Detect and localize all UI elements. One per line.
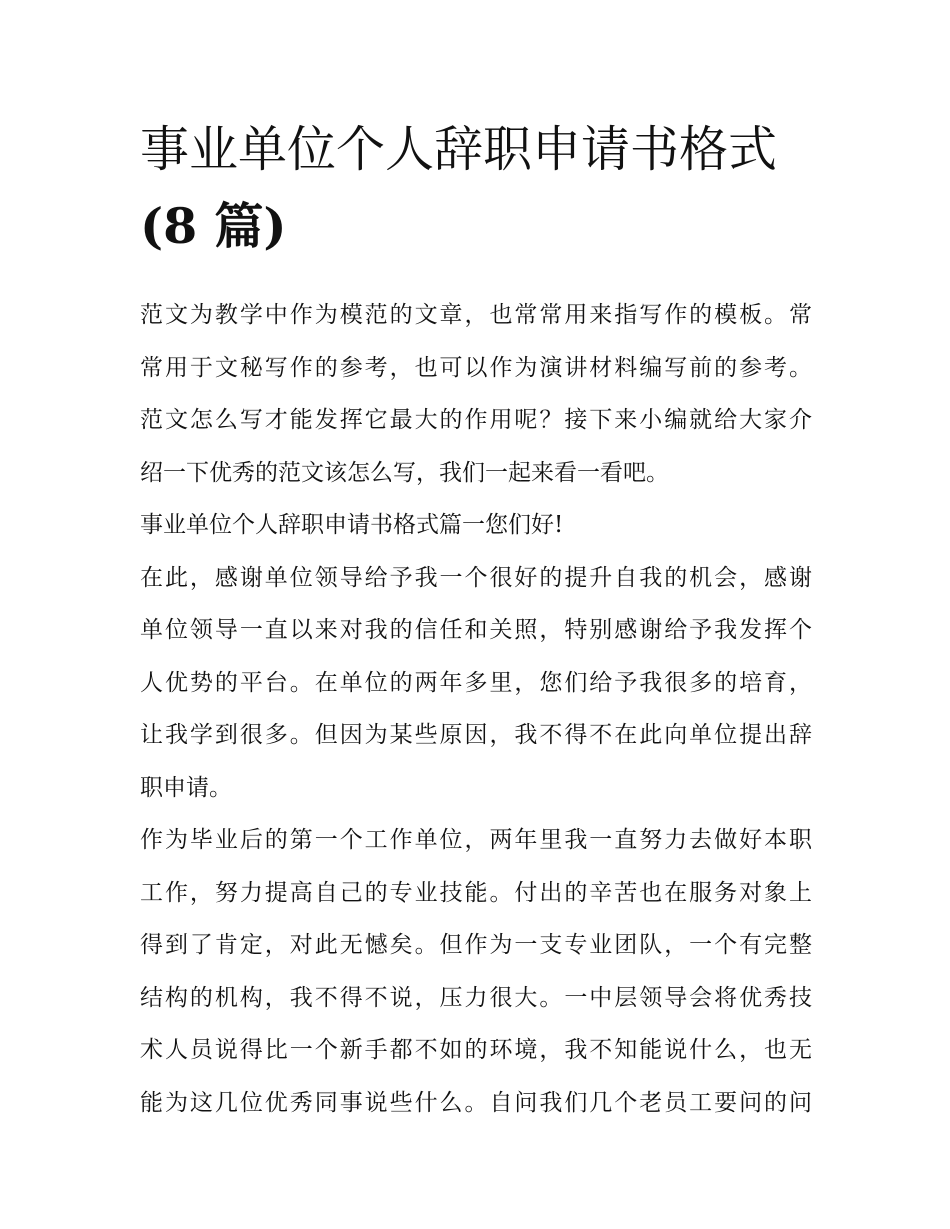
text-line: 绍一下优秀的范文该怎么写，我们一起来看一看吧。 [140, 459, 669, 486]
title-line: 事业单位个人辞职申请书格式 [140, 121, 778, 178]
document-title [140, 112, 812, 264]
document-body [140, 289, 812, 1129]
text-line: 事业单位个人辞职申请书格式篇一您们好! [140, 512, 564, 538]
paragraph-reasons [140, 814, 812, 1129]
text-line: 作为毕业后的第一个工作单位，两年里我一直努力去做好本职 [140, 827, 812, 853]
text-line: 让我学到很多。但因为某些原因，我不得不在此向单位提出辞 [140, 722, 812, 748]
text-line: 术人员说得比一个新手都不如的环境，我不知能说什么，也无 [140, 1037, 812, 1063]
text-line: 单位领导一直以来对我的信任和关照，特别感谢给予我发挥个 [140, 617, 812, 643]
text-line: 范文为教学中作为模范的文章，也常常用来指写作的模板。常 [140, 302, 812, 328]
text-line: 得到了肯定，对此无憾矣。但作为一支专业团队，一个有完整 [140, 932, 812, 958]
paragraph-intro [140, 289, 812, 499]
paragraph-heading [140, 499, 812, 552]
text-line: 人优势的平台。在单位的两年多里，您们给予我很多的培育， [140, 669, 812, 696]
text-line: 能为这几位优秀同事说些什么。自问我们几个老员工要问的问 [140, 1089, 812, 1116]
text-line: 结构的机构，我不得不说，压力很大。一中层领导会将优秀技 [140, 984, 812, 1011]
text-line: 在此，感谢单位领导给予我一个很好的提升自我的机会，感谢 [140, 564, 812, 591]
paragraph-thanks [140, 552, 812, 815]
text-line: 常用于文秘写作的参考，也可以作为演讲材料编写前的参考。 [140, 354, 812, 381]
title-line: (8 篇) [140, 197, 287, 255]
text-line: 工作，努力提高自己的专业技能。付出的辛苦也在服务对象上 [140, 879, 812, 906]
text-line: 范文怎么写才能发挥它最大的作用呢？接下来小编就给大家介 [140, 407, 812, 433]
document-content [140, 112, 812, 1129]
text-line: 职申请。 [140, 774, 232, 801]
